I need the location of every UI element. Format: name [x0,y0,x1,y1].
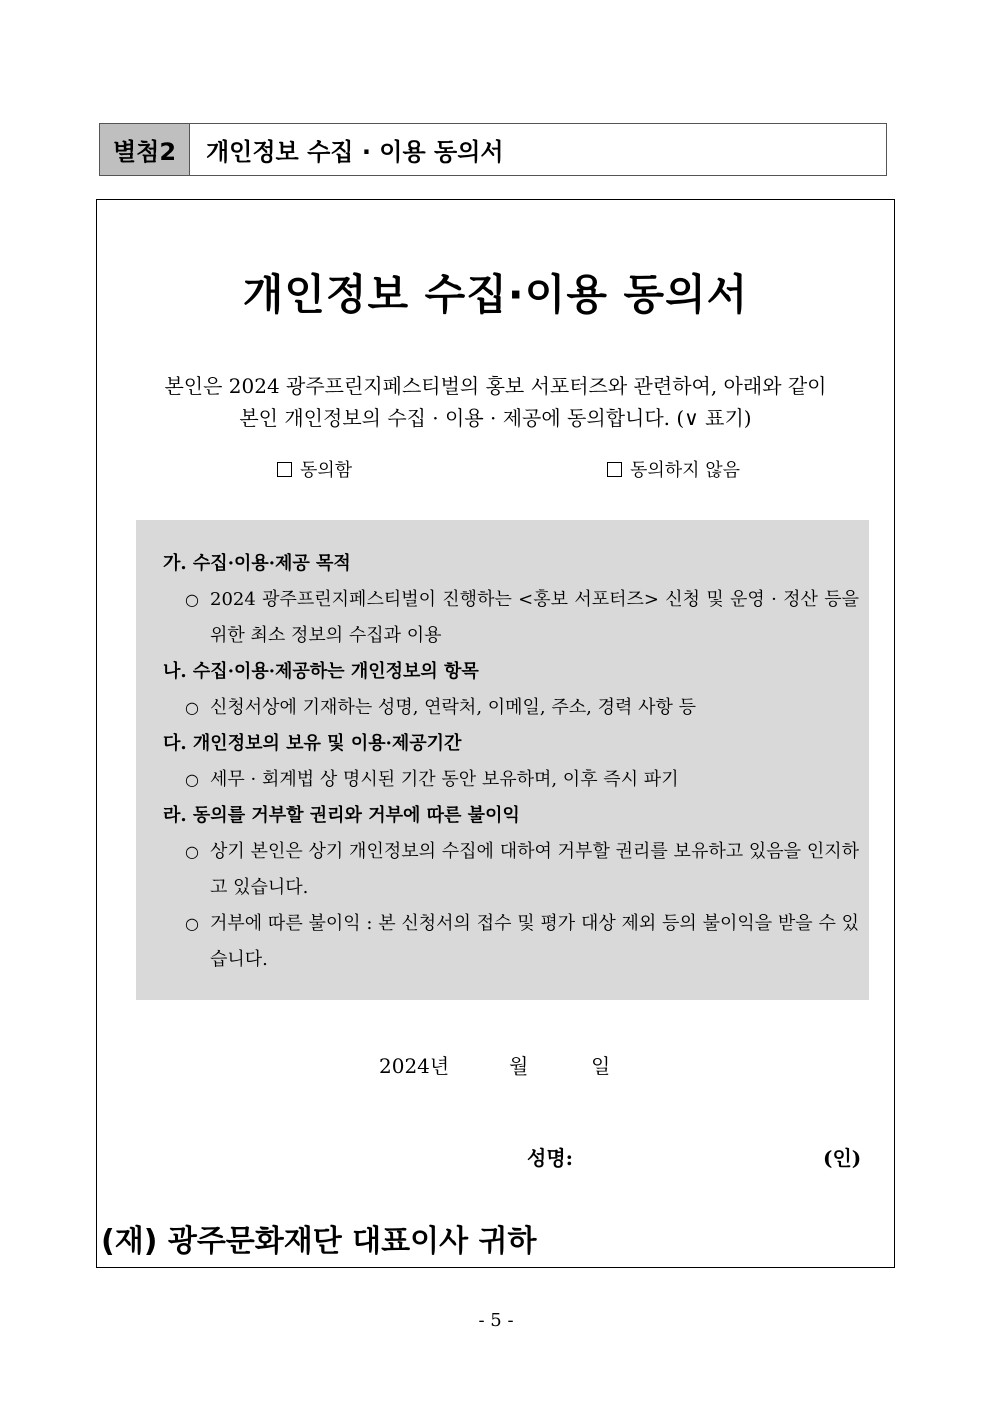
date-year: 2024년 [379,1054,450,1078]
agree-option[interactable] [277,456,352,482]
bullet-icon: ○ [185,590,199,609]
section-heading: 가. 수집·이용·제공 목적 [163,553,351,574]
consent-details-box [136,520,869,1000]
recipient-line: (재) 광주문화재단 대표이사 귀하 [101,1224,537,1259]
page-number: - 5 - [478,1310,514,1331]
intro-text-line2: 본인 개인정보의 수집 · 이용 · 제공에 동의합니다. (∨ 표기) [239,406,752,430]
section-item: ○ 신청서상에 기재하는 성명, 연락처, 이메일, 주소, 경력 사항 등 [163,690,859,726]
disagree-checkbox[interactable] [607,462,622,477]
section-item: ○ 2024 광주프린지페스티벌이 진행하는 <홍보 서포터즈> 신청 및 운영 · 정산 등을 위한 최소 정보의 수집과 이용 [163,582,859,654]
date-day[interactable]: 일 [591,1054,611,1078]
disagree-option[interactable] [607,456,740,482]
seal-mark: (인) [823,1146,862,1170]
section-item: ○ 상기 본인은 상기 개인정보의 수집에 대하여 거부할 권리를 보유하고 있음을 인지하고 있습니다. [163,834,859,906]
section-heading: 라. 동의를 거부할 권리와 거부에 따른 불이익 [163,805,520,826]
agree-checkbox[interactable] [277,462,292,477]
form-title: 개인정보 수집·이용 동의서 [242,270,749,319]
attachment-tag: 별첨2 [100,124,190,175]
bullet-icon: ○ [185,842,199,861]
section-item: ○ 거부에 따른 불이익 : 본 신청서의 접수 및 평가 대상 제외 등의 불이익을 받을 수 있습니다. [163,906,859,978]
section-heading: 나. 수집·이용·제공하는 개인정보의 항목 [163,661,479,682]
attachment-header [99,123,887,176]
consent-form [96,199,895,1268]
name-label: 성명: [527,1146,574,1170]
bullet-icon: ○ [185,770,199,789]
bullet-icon: ○ [185,698,199,717]
agree-label: 동의함 [300,460,353,481]
bullet-icon: ○ [185,914,199,933]
attachment-title: 개인정보 수집 · 이용 동의서 [206,138,504,166]
section-item: ○ 세무 · 회계법 상 명시된 기간 동안 보유하며, 이후 즉시 파기 [163,762,859,798]
intro-text-line1: 본인은 2024 광주프린지페스티벌의 홍보 서포터즈와 관련하여, 아래와 같이 [164,374,827,398]
date-month[interactable]: 월 [509,1054,529,1078]
section-heading: 다. 개인정보의 보유 및 이용·제공기간 [163,733,462,754]
disagree-label: 동의하지 않음 [630,460,741,481]
